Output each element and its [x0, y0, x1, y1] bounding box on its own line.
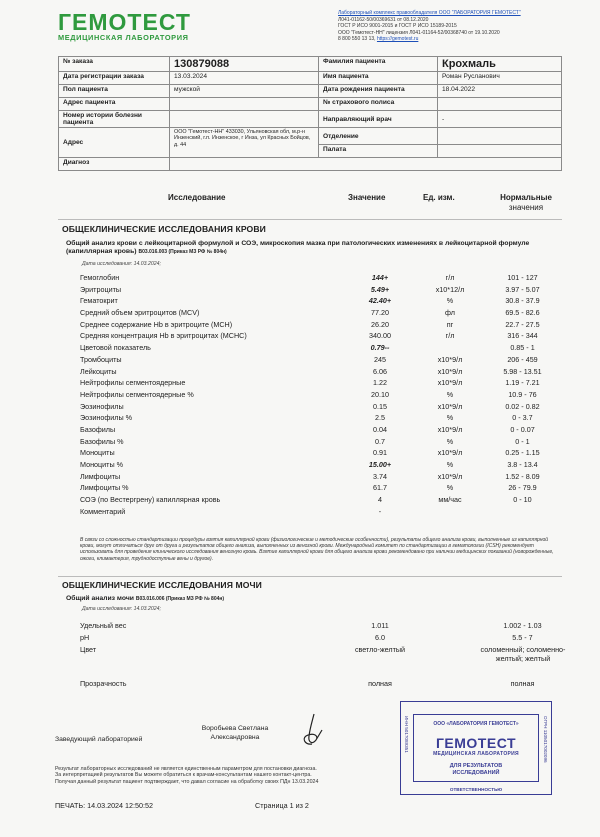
- dept-value: [438, 128, 562, 145]
- row-name: СОЭ (по Вестергрену) капиллярная кровь: [80, 495, 221, 505]
- row-unit: x10*9/л: [437, 424, 463, 434]
- result-row: [80, 285, 560, 297]
- row-name: Базофилы: [80, 424, 116, 434]
- row-unit: %: [446, 413, 454, 423]
- result-row: [80, 507, 560, 519]
- row-norm: 0 - 0.07: [510, 424, 535, 434]
- col-test: Исследование: [168, 193, 226, 202]
- blood-results: [80, 273, 560, 518]
- lab-license-info: [338, 10, 588, 43]
- history-value: [170, 111, 319, 128]
- row-norm: 0 - 10: [513, 495, 532, 505]
- row-norm: 316 - 344: [507, 331, 538, 341]
- row-name: Лейкоциты: [80, 366, 117, 376]
- row-unit: %: [446, 436, 454, 446]
- name-label: Имя пациента: [319, 72, 438, 85]
- urine-test-title: [66, 595, 560, 603]
- urine-section-title: ОБЩЕКЛИНИЧЕСКИЕ ИССЛЕДОВАНИЯ МОЧИ: [62, 580, 262, 590]
- policy-value: [438, 98, 562, 111]
- policy-label: № страхового полиса: [319, 98, 438, 111]
- row-value: 0.91: [373, 448, 387, 458]
- row-unit: x10*12/л: [435, 284, 465, 294]
- col-value: Значение: [348, 193, 386, 202]
- stamp-brand: ГЕМОТЕСТ: [435, 735, 517, 751]
- stamp-left-code: ИНН 5017089351: [404, 716, 409, 753]
- row-norm: 0 - 3.7: [512, 413, 533, 423]
- row-norm: 0.02 - 0.82: [505, 401, 540, 411]
- urine-row-value: 6.0: [375, 633, 385, 642]
- row-value: 0.79--: [370, 343, 390, 353]
- urine-row-name: Удельный вес: [80, 621, 127, 630]
- order-value: 130879088: [170, 57, 319, 72]
- license-line: Л041-01162-50/00369631 от 08.12.2020: [338, 16, 429, 23]
- stamp-subtitle: МЕДИЦИНСКАЯ ЛАБОРАТОРИЯ: [433, 751, 519, 757]
- row-value: 61.7: [373, 483, 387, 493]
- result-row: [80, 320, 560, 332]
- col-norm: [490, 193, 562, 213]
- disclaimer-line: Получая данный результат пациент подтверждает, что давал согласие на обработку своих ПДн 13.03.2024: [55, 778, 319, 785]
- row-value: 3.74: [373, 471, 387, 481]
- row-value: 1.22: [373, 378, 387, 388]
- row-name: Цветовой показатель: [80, 343, 151, 353]
- row-value: 0.7: [375, 436, 385, 446]
- lab-address-label: Адрес: [59, 128, 170, 158]
- section-divider: [58, 219, 562, 220]
- row-norm: 0 - 1: [515, 436, 530, 446]
- disclaimer-line: За интерпретацией результатов Вы можете обратиться к врачам-консультантам нашего контакт-центра.: [55, 772, 312, 779]
- row-unit: г/л: [445, 273, 455, 282]
- urine-test-code: B03.016.006 (Приказ МЗ РФ № 804н): [135, 596, 225, 602]
- row-value: -: [378, 506, 382, 516]
- handwritten-signature-icon: [292, 712, 332, 750]
- blood-test-code: B03.016.003 (Приказ МЗ РФ № 804н): [138, 249, 227, 256]
- row-name: Нейтрофилы сегментоядерные: [80, 378, 186, 388]
- urine-test-name: Общий анализ мочи: [66, 595, 134, 602]
- row-unit: x10*9/л: [437, 448, 463, 458]
- urine-row-norm: соломенный; соломенно-желтый; желтый: [480, 645, 566, 663]
- result-row: [80, 355, 560, 367]
- row-value: 20.10: [371, 389, 389, 399]
- site-link[interactable]: https://gemotest.ru: [376, 36, 419, 43]
- row-name: Эозинофилы: [80, 401, 124, 411]
- row-value: 77.20: [371, 308, 389, 318]
- row-unit: фл: [445, 308, 455, 318]
- row-norm: 1.19 - 7.21: [505, 378, 540, 388]
- row-unit: x10*9/л: [437, 366, 463, 376]
- blood-test-name: Общий анализ крови с лейкоцитарной формулой и СОЭ, микроскопия мазка при патологических изменениях в лейкоцитарной формуле (капиллярная кровь): [66, 240, 530, 256]
- row-value: 245: [374, 354, 386, 364]
- row-norm: 3.97 - 5.07: [505, 284, 540, 294]
- license-line: Лабораторный комплекс правообладателя ООО "ЛАБОРАТОРИЯ ГЕМОТЕСТ": [338, 10, 521, 16]
- disclaimer-line: Результат лабораторных исследований не является единственным параметром для постановки диагноза.: [55, 766, 317, 772]
- row-value: 4: [378, 495, 382, 505]
- contact-line: [338, 36, 588, 43]
- row-name: Гемоглобин: [80, 273, 120, 282]
- result-row: [80, 679, 560, 691]
- result-row: [80, 495, 560, 507]
- urine-row-value: светло-желтый: [354, 645, 406, 654]
- dept-label: Отделение: [319, 128, 438, 145]
- row-unit: x10*9/л: [437, 354, 463, 364]
- result-row: [80, 296, 560, 308]
- result-row: [80, 621, 560, 633]
- urine-row-name: pH: [80, 633, 90, 642]
- result-row: [80, 402, 560, 414]
- address-label: Адрес пациента: [59, 98, 170, 111]
- urine-row-value: полная: [368, 679, 392, 688]
- result-row: [80, 413, 560, 425]
- stamp-purpose-line1: ДЛЯ РЕЗУЛЬТАТОВ: [449, 763, 503, 769]
- blood-test-title: [66, 240, 560, 257]
- urine-row-norm: полная: [510, 679, 535, 688]
- birth-value: 18.04.2022: [438, 85, 562, 98]
- row-value: 2.5: [375, 413, 385, 423]
- row-name: Базофилы %: [80, 436, 124, 446]
- phone-text: 8 800 550 13 13,: [338, 36, 376, 43]
- row-name: Комментарий: [80, 506, 126, 516]
- row-name: Лимфоциты: [80, 471, 121, 481]
- row-norm: 206 - 459: [507, 354, 538, 364]
- license-line: ООО "Гемотест-НН" лицензия Л041-01164-52/00368740 от 19.10.2020: [338, 29, 500, 36]
- col-norm-line1: Нормальные: [500, 193, 552, 202]
- address-value: [170, 98, 319, 111]
- gemotest-logo: [58, 10, 218, 42]
- row-value: 6.06: [373, 366, 387, 376]
- license-line: ГОСТ Р ИСО 9001-2015 и ГОСТ Р ИСО 15189-2015: [338, 23, 457, 30]
- blood-test-date: Дата исследования: 14.03.2024;: [82, 261, 161, 267]
- blood-section-title: ОБЩЕКЛИНИЧЕСКИЕ ИССЛЕДОВАНИЯ КРОВИ: [62, 224, 266, 234]
- result-row: [80, 367, 560, 379]
- row-unit: %: [446, 389, 454, 399]
- row-value: 15.00+: [368, 460, 392, 469]
- row-value: 0.15: [373, 401, 387, 411]
- capillary-note: В связи со сложностью стандартизации процедуры взятия капиллярной крови (физиологические и методические особенности), результаты общего анализа крови, выполненные из капиллярной крови, могут отличаться друг от друга и результатов общего анализа, выполненных из венозной крови. Международный комитет по стандартизации в гематологии (ICSH) рекомендует использовать для проведения клинического исследования венозную кровь. Взятие капиллярной крови для общего анализа крови рекомендовано при наличии медицинских показаний (новорожденные, ожоги, климактерия, труднодоступные вены и другое).: [80, 537, 554, 562]
- result-row: [80, 448, 560, 460]
- col-norm-line2: значения: [508, 203, 544, 212]
- row-norm: 0.85 - 1: [510, 343, 535, 353]
- col-unit: Ед. изм.: [423, 193, 455, 202]
- signature-name-line2: Александровна: [210, 734, 260, 741]
- row-name: Эозинофилы %: [80, 413, 133, 423]
- row-name: Нейтрофилы сегментоядерные %: [80, 389, 194, 399]
- urine-row-norm: 5.5 - 7: [512, 633, 533, 642]
- urine-row-name: Цвет: [80, 645, 97, 654]
- surname-value: Крохмаль: [438, 57, 562, 72]
- row-unit: %: [446, 483, 454, 493]
- urine-test-date: Дата исследования: 14.03.2024;: [82, 606, 161, 612]
- row-unit: %: [446, 296, 454, 306]
- row-name: Эритроциты: [80, 284, 122, 294]
- name-value: Роман Русланович: [438, 72, 562, 85]
- row-norm: 0.25 - 1.15: [505, 448, 540, 458]
- signature-role: Заведующий лабораторией: [55, 736, 143, 743]
- result-row: [80, 645, 566, 679]
- logo-subtitle: МЕДИЦИНСКАЯ ЛАБОРАТОРИЯ: [58, 33, 189, 42]
- sex-label: Пол пациента: [59, 85, 170, 98]
- urine-row-value: 1.011: [371, 621, 389, 630]
- result-row: [80, 460, 560, 472]
- history-label: Номер истории болезни пациента: [59, 111, 170, 128]
- row-name: Средняя концентрация Hb в эритроцитах (MCHC): [80, 331, 247, 341]
- row-name: Тромбоциты: [80, 354, 122, 364]
- row-value: 144+: [371, 273, 389, 282]
- urine-row-norm: 1.002 - 1.03: [503, 621, 542, 630]
- row-unit: пг: [446, 319, 454, 329]
- diagnosis-label: Диагноз: [59, 158, 170, 171]
- reg-date-label: Дата регистрации заказа: [59, 72, 170, 85]
- section-divider: [58, 576, 562, 577]
- stamp-purpose-line2: ИССЛЕДОВАНИЙ: [452, 770, 500, 776]
- row-name: Средний объем эритроцитов (MCV): [80, 308, 200, 318]
- result-row: [80, 273, 560, 285]
- row-norm: 101 - 127: [507, 273, 538, 282]
- result-row: [80, 390, 560, 402]
- row-value: 0.04: [373, 424, 387, 434]
- result-row: [80, 633, 560, 645]
- result-row: [80, 331, 560, 343]
- row-unit: x10*9/л: [437, 378, 463, 388]
- ward-label: Палата: [319, 145, 438, 158]
- stamp-top-text: ООО «ЛАБОРАТОРИЯ ГЕМОТЕСТ»: [433, 721, 519, 727]
- row-name: Среднее содержание Hb в эритроците (MCH): [80, 319, 233, 329]
- result-row: [80, 425, 560, 437]
- birth-label: Дата рождения пациента: [319, 85, 438, 98]
- result-row: [80, 472, 560, 484]
- urine-row-name: Прозрачность: [80, 679, 127, 688]
- row-norm: 69.5 - 82.6: [505, 308, 540, 318]
- row-name: Моноциты %: [80, 460, 124, 469]
- urine-results: [80, 621, 566, 691]
- row-norm: 1.52 - 8.09: [505, 471, 540, 481]
- row-norm: 22.7 - 27.5: [505, 319, 540, 329]
- row-unit: г/л: [445, 331, 455, 341]
- reg-date-value: 13.03.2024: [170, 72, 319, 85]
- row-unit: %: [446, 460, 454, 469]
- ward-value: [438, 145, 562, 158]
- row-norm: 5.98 - 13.51: [503, 366, 542, 376]
- order-label: № заказа: [59, 57, 170, 72]
- row-value: 5.49+: [370, 284, 390, 294]
- page-number: Страница 1 из 2: [255, 801, 309, 810]
- result-row: [80, 483, 560, 495]
- doctor-value: -: [438, 111, 562, 128]
- row-norm: 3.8 - 13.4: [507, 460, 538, 469]
- row-norm: 10.9 - 76: [508, 389, 537, 399]
- row-name: Лимфоциты %: [80, 483, 129, 493]
- logo-name: ГЕМОТЕСТ: [58, 9, 191, 35]
- surname-label: Фамилия пациента: [319, 57, 438, 72]
- row-unit: x10*9/л: [437, 401, 463, 411]
- row-name: Гематокрит: [80, 296, 118, 306]
- row-norm: 26 - 79.9: [508, 483, 537, 493]
- stamp-right-code: ОГРН 1105017002096: [543, 716, 548, 763]
- print-timestamp: ПЕЧАТЬ: 14.03.2024 12:50:52: [55, 801, 154, 810]
- patient-info-table: [58, 56, 562, 171]
- row-value: 340.00: [369, 331, 391, 341]
- result-row: [80, 437, 560, 449]
- lab-address-value: ООО "Гемотест-НН" 433030, Ульяновская обл, м.р-н Инзенский, г.п. Инзенское, г Инза, ул Красных Бойцов, д. 44: [170, 128, 319, 158]
- result-row: [80, 343, 560, 355]
- row-unit: x10*9/л: [437, 471, 463, 481]
- row-name: Моноциты: [80, 448, 115, 458]
- sex-value: мужской: [170, 85, 319, 98]
- disclaimer: [55, 766, 535, 785]
- signature-name: [180, 724, 290, 742]
- row-value: 42.40+: [368, 296, 392, 306]
- result-row: [80, 378, 560, 390]
- row-unit: мм/час: [438, 495, 462, 505]
- row-norm: 30.8 - 37.9: [505, 296, 540, 306]
- result-row: [80, 308, 560, 320]
- stamp-bottom-text: ОТВЕТСТВЕННОСТЬЮ: [449, 787, 503, 792]
- signature-name-line1: Воробьева Светлана: [201, 725, 269, 732]
- diagnosis-value: [170, 158, 562, 171]
- doctor-label: Направляющий врач: [319, 111, 438, 128]
- row-value: 26.20: [371, 319, 389, 329]
